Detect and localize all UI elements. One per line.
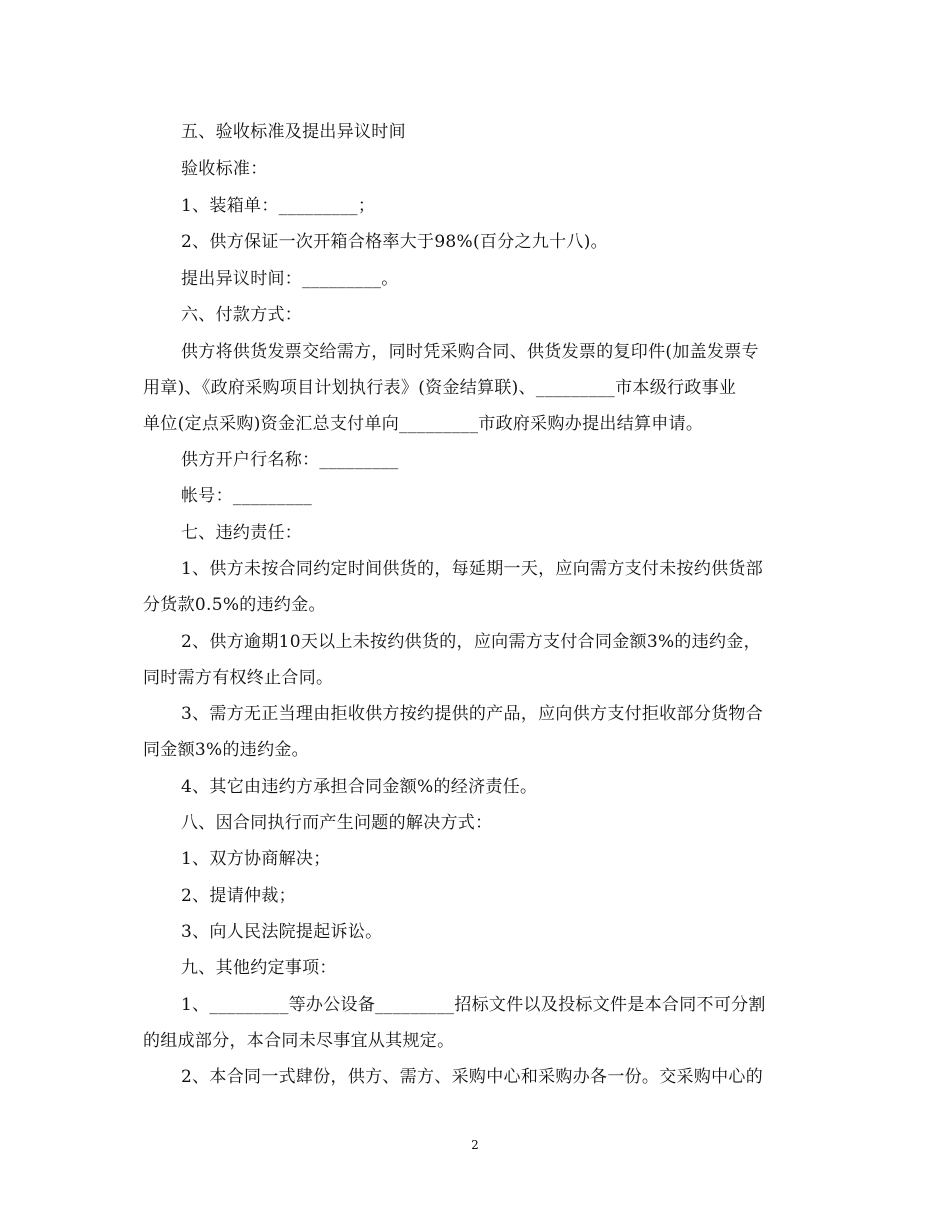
paragraph-line: 的组成部分，本合同未尽事宜从其规定。 — [143, 1031, 455, 1051]
paragraph-line: 1、装箱单：_________； — [181, 196, 376, 216]
paragraph-line: 1、供方未按合同约定时间供货的，每延期一天，应向需方支付未按约供货部 — [181, 559, 764, 579]
paragraph-line: 1、_________等办公设备_________招标文件以及投标文件是本合同不可分割 — [181, 995, 766, 1015]
paragraph-line: 单位(定点采购)资金汇总支付单向_________市政府采购办提出结算申请。 — [143, 414, 704, 434]
paragraph-line: 4、其它由违约方承担合同金额%的经济责任。 — [181, 777, 538, 797]
paragraph-line: 同金额3%的违约金。 — [143, 740, 309, 760]
paragraph-line: 帐号：_________ — [181, 486, 313, 506]
paragraph-line: 1、双方协商解决； — [181, 849, 331, 869]
section-heading-dispute: 八、因合同执行而产生问题的解决方式： — [181, 813, 493, 833]
paragraph-line: 分货款0.5%的违约金。 — [143, 595, 326, 615]
paragraph-line: 2、供方逾期10天以上未按约供货的，应向需方支付合同金额3%的违约金， — [181, 632, 761, 652]
page-number: 2 — [471, 1138, 479, 1152]
paragraph-line: 同时需方有权终止合同。 — [143, 668, 334, 688]
paragraph-line: 验收标准： — [181, 159, 268, 179]
section-heading-liability: 七、违约责任： — [181, 523, 303, 543]
paragraph-line: 供方将供货发票交给需方，同时凭采购合同、供货发票的复印件(加盖发票专 — [181, 342, 759, 362]
paragraph-line: 提出异议时间：_________。 — [181, 269, 399, 289]
paragraph-line: 3、需方无正当理由拒收供方按约提供的产品，应向供方支付拒收部分货物合 — [181, 704, 764, 724]
section-heading-acceptance: 五、验收标准及提出异议时间 — [181, 122, 406, 142]
paragraph-line: 用章)、《政府采购项目计划执行表》(资金结算联)、_________市本级行政事业 — [143, 378, 737, 398]
paragraph-line: 3、向人民法院提起诉讼。 — [181, 922, 383, 942]
section-heading-other-terms: 九、其他约定事项： — [181, 958, 337, 978]
paragraph-line: 2、提请仲裁； — [181, 886, 296, 906]
paragraph-line: 2、本合同一式肆份，供方、需方、采购中心和采购办各一份。交采购中心的 — [181, 1067, 764, 1087]
paragraph-line: 2、供方保证一次开箱合格率大于98%(百分之九十八)。 — [181, 232, 608, 252]
paragraph-line: 供方开户行名称：_________ — [181, 450, 399, 470]
section-heading-payment: 六、付款方式： — [181, 305, 303, 325]
